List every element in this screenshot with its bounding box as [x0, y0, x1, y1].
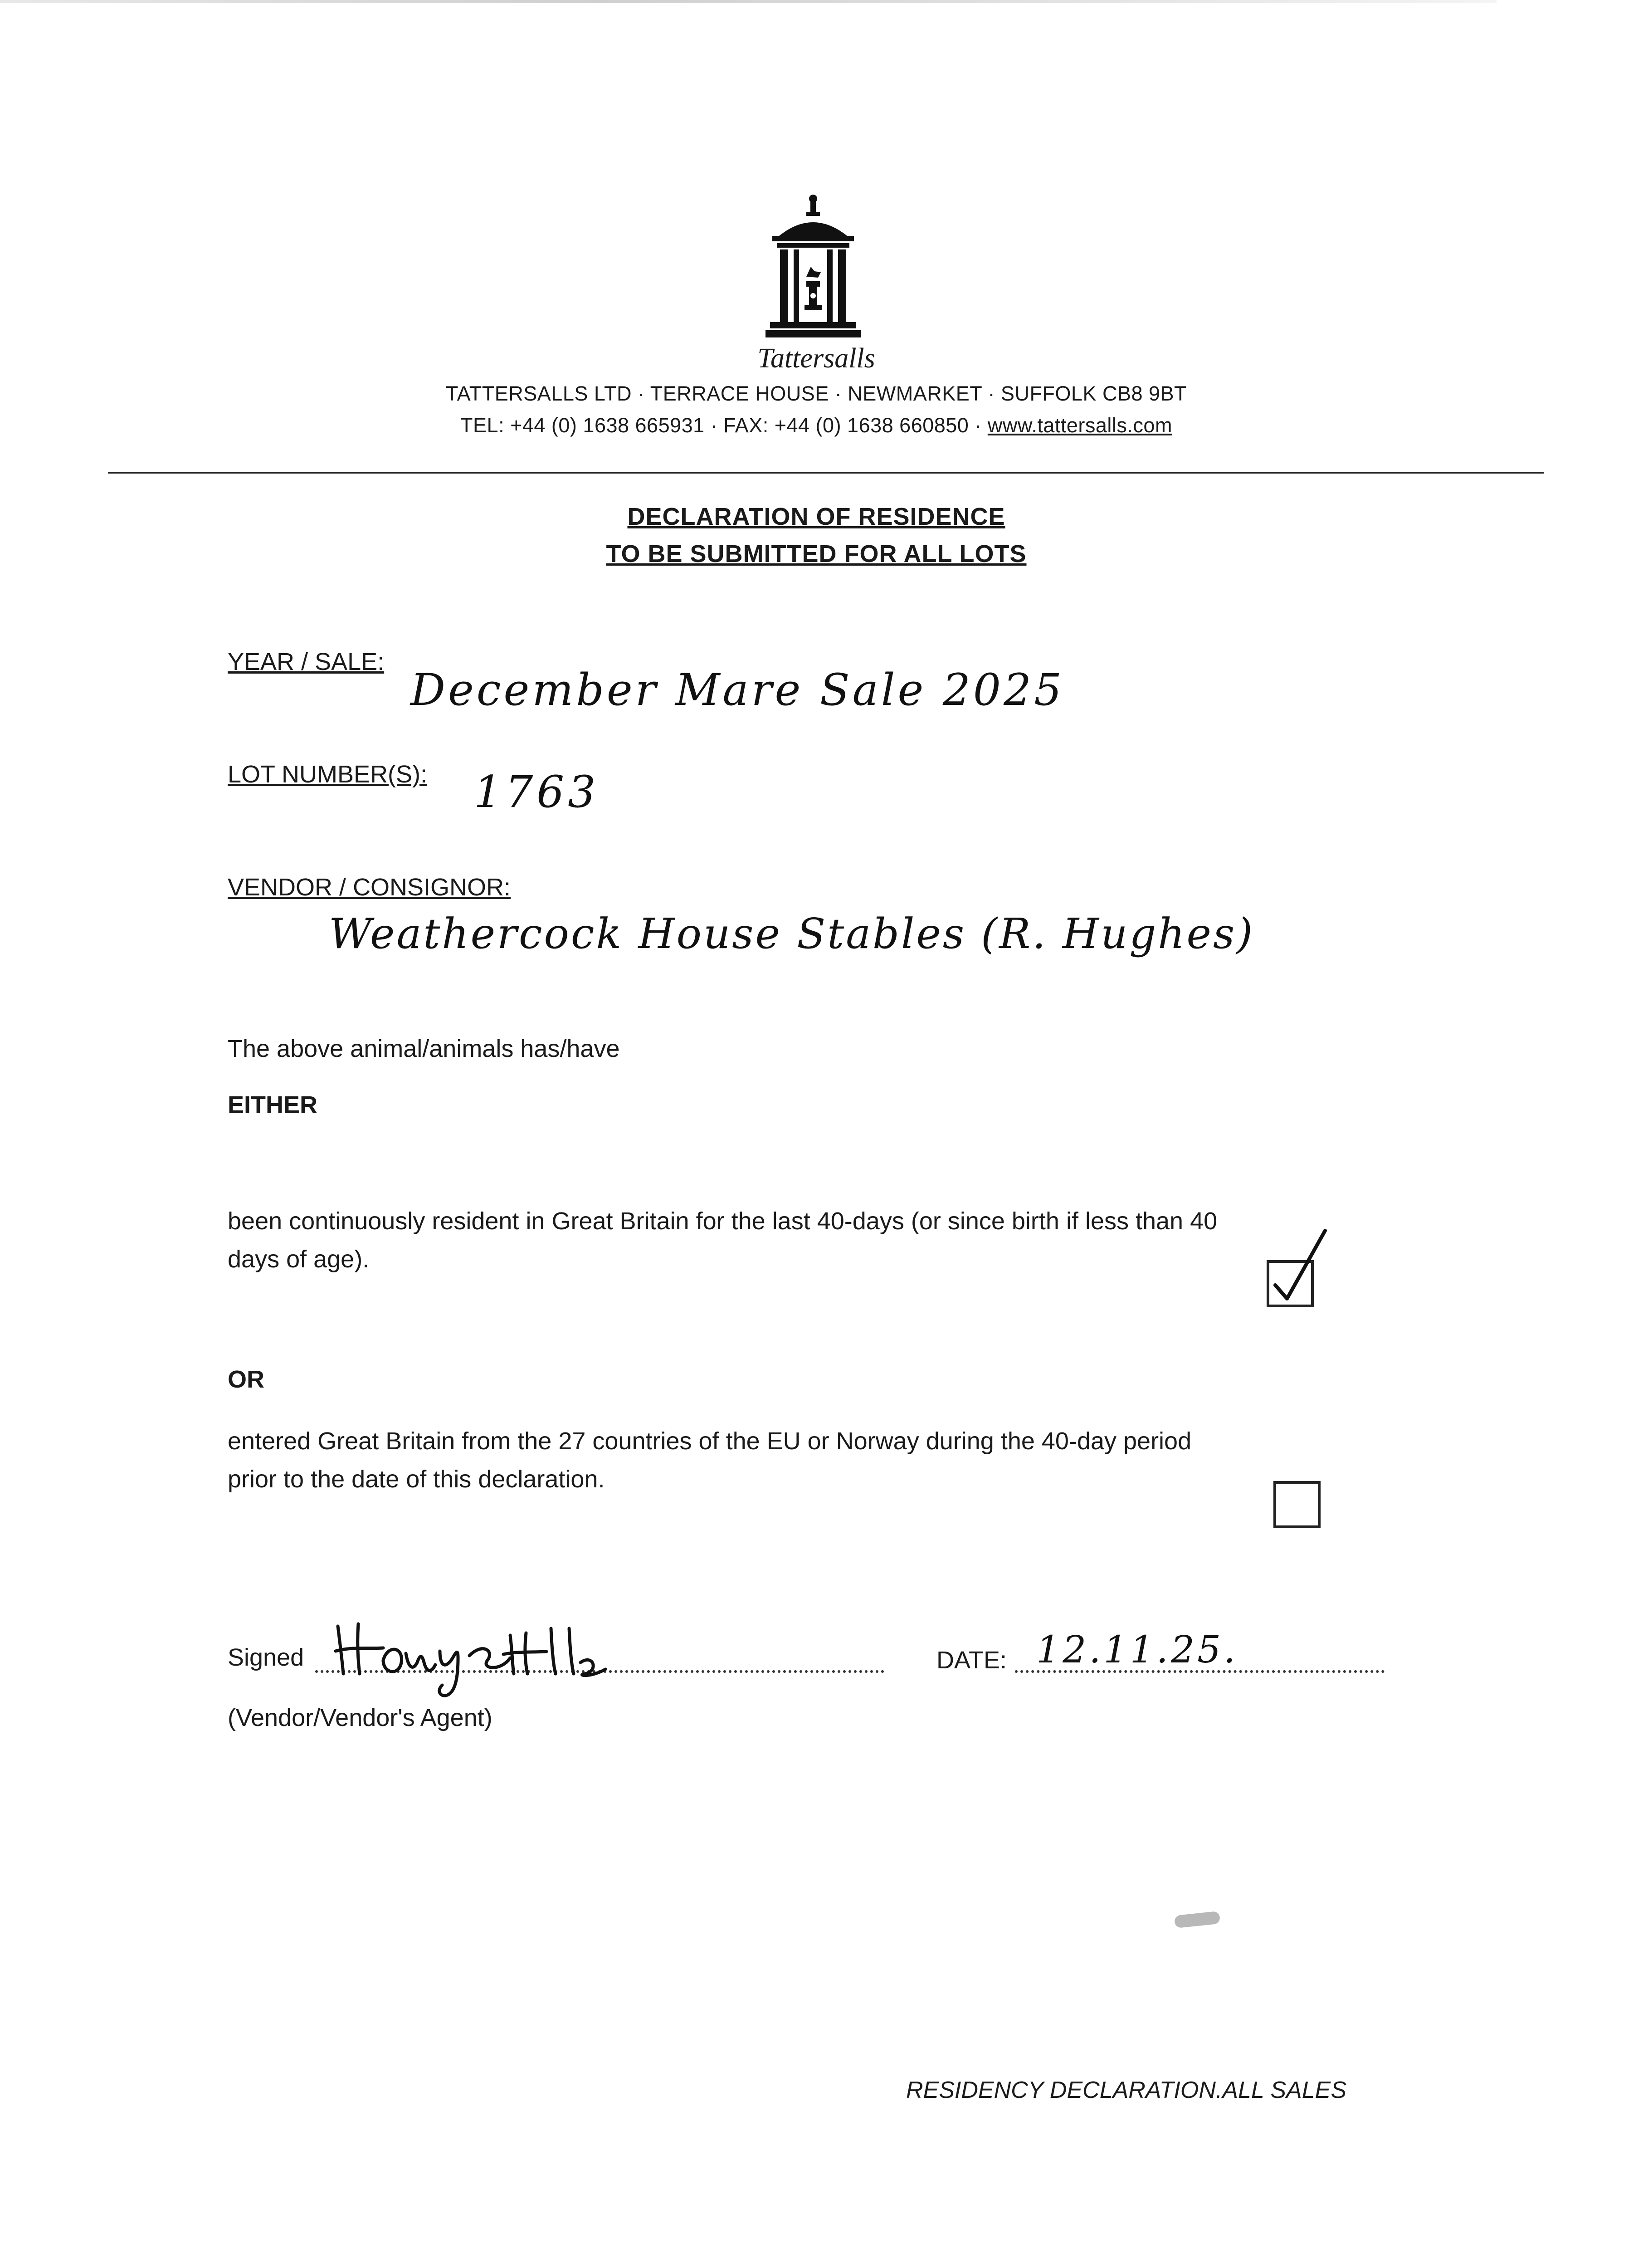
option-2-line-2: prior to the date of this declaration.: [228, 1466, 605, 1493]
contact-numbers: TEL: +44 (0) 1638 665931 · FAX: +44 (0) 1638 660850 ·: [460, 414, 988, 437]
company-contact: [317, 414, 1315, 437]
date-label: DATE:: [936, 1647, 1007, 1674]
footer-reference: RESIDENCY DECLARATION.ALL SALES: [906, 2077, 1347, 2103]
lot-number-label: LOT NUMBER(S):: [228, 761, 428, 788]
company-address: TATTERSALLS LTD · TERRACE HOUSE · NEWMARKET · SUFFOLK CB8 9BT: [445, 382, 1187, 405]
year-sale-label: YEAR / SALE:: [228, 648, 385, 675]
date-value[interactable]: 12.11.25.: [1036, 1628, 1238, 1672]
website-link[interactable]: www.tattersalls.com: [987, 414, 1172, 437]
or-label: OR: [228, 1366, 264, 1393]
either-label: EITHER: [228, 1091, 318, 1119]
scan-smudge: [1174, 1911, 1220, 1928]
document-subtitle: TO BE SUBMITTED FOR ALL LOTS: [606, 540, 1027, 567]
header-divider: [108, 472, 1544, 474]
declaration-intro: The above animal/animals has/have: [228, 1035, 620, 1062]
document-title: DECLARATION OF RESIDENCE: [627, 503, 1005, 530]
scan-edge: [0, 0, 1497, 3]
signer-caption: (Vendor/Vendor's Agent): [228, 1704, 492, 1731]
year-sale-value[interactable]: December Mare Sale 2025: [410, 665, 1065, 715]
option-2-checkbox[interactable]: [1273, 1481, 1321, 1528]
company-name-script: Tattersalls: [757, 343, 875, 374]
handwritten-signature: [333, 1617, 628, 1703]
lot-number-value[interactable]: 1763: [474, 767, 600, 817]
signed-label: Signed: [228, 1644, 304, 1671]
option-1-line-2: days of age).: [228, 1246, 370, 1273]
option-2-line-1: entered Great Britain from the 27 countries of the EU or Norway during the 40-day period: [228, 1427, 1192, 1455]
vendor-value[interactable]: Weathercock House Stables (R. Hughes): [329, 909, 1255, 958]
vendor-label: VENDOR / CONSIGNOR:: [228, 874, 511, 901]
checkmark-icon: [1265, 1227, 1333, 1309]
tattersalls-temple-logo-icon: [761, 191, 865, 340]
option-1-line-1: been continuously resident in Great Britain for the last 40-days (or since birth if less than 40: [228, 1207, 1218, 1235]
